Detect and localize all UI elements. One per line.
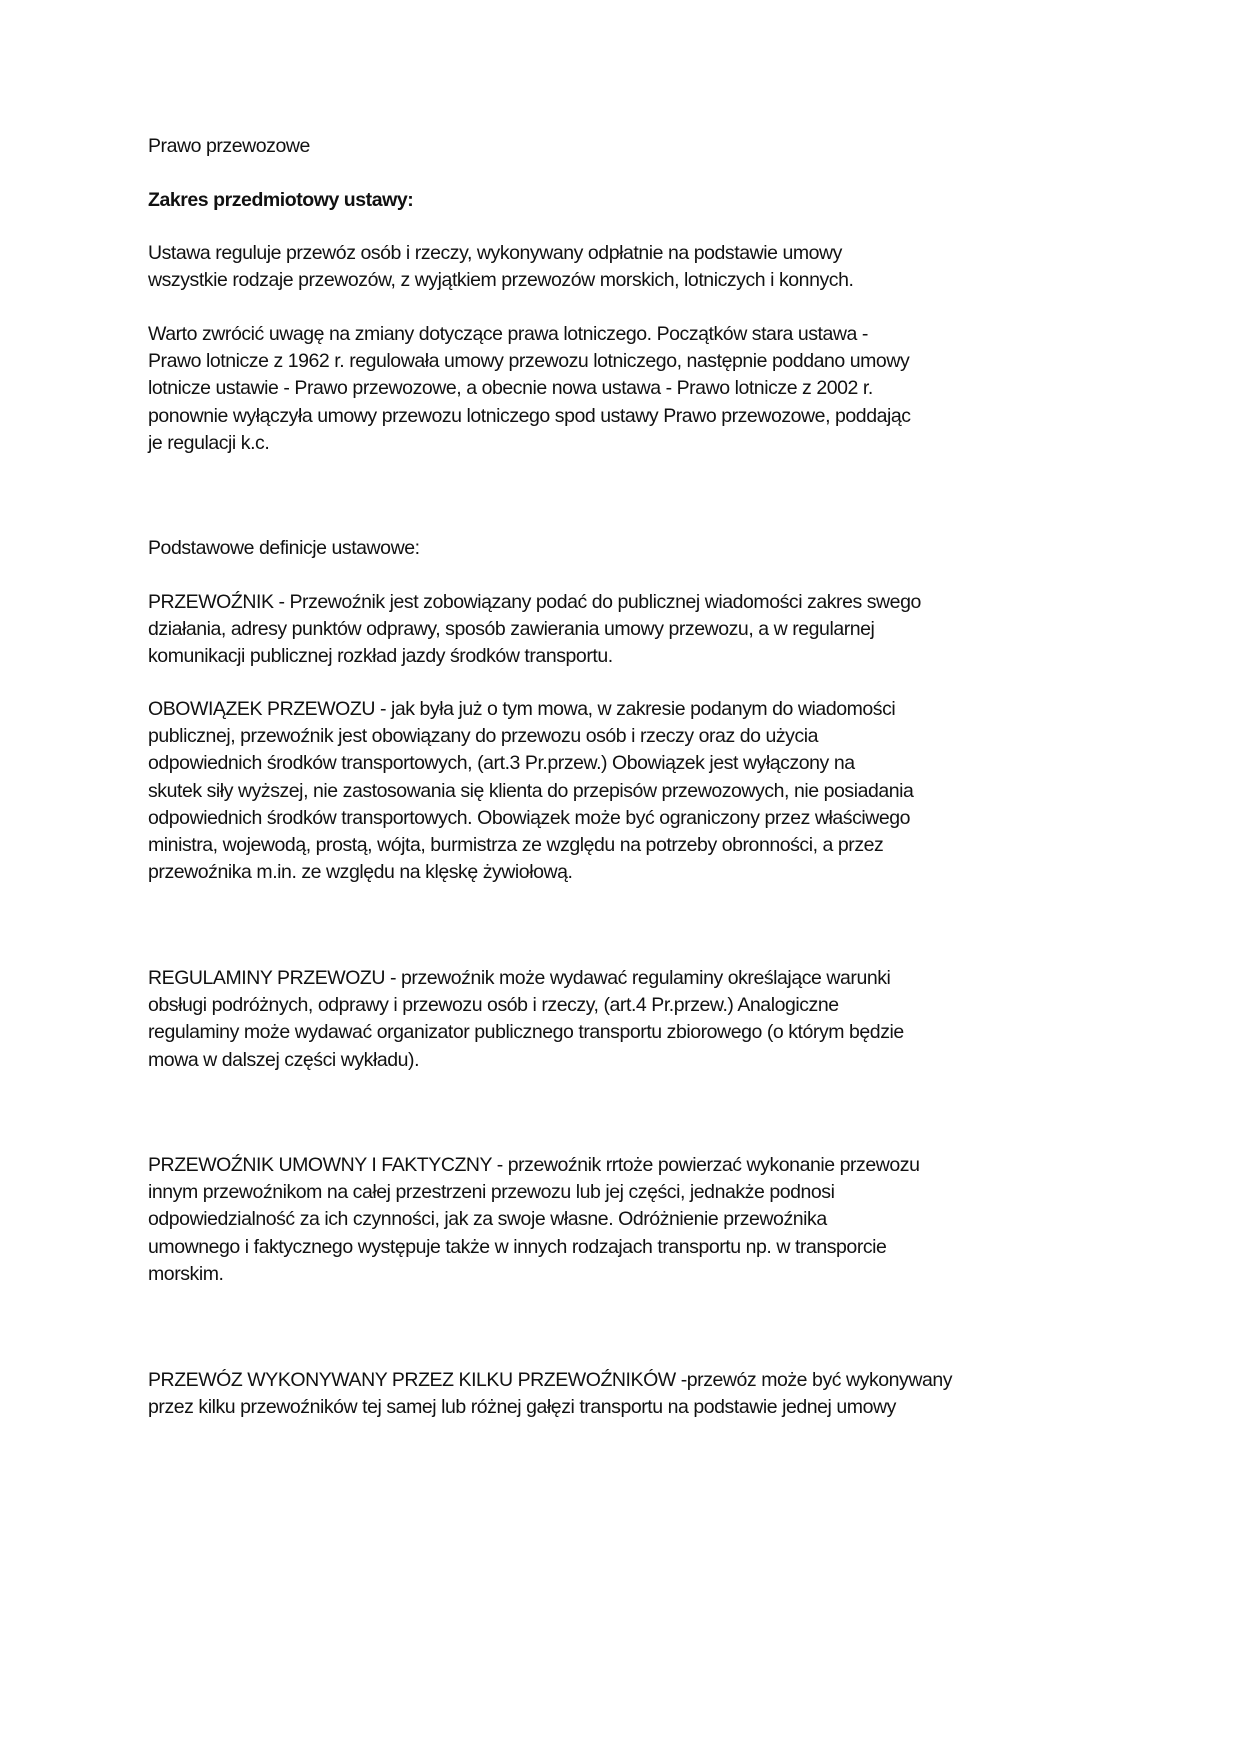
section-heading xyxy=(148,187,413,214)
text-line: publicznej, przewoźnik jest obowiązany do przewozu osób i rzeczy oraz do użycia xyxy=(148,725,819,748)
text-line: umownego i faktycznego występuje także w innych rodzajach transportu np. w transporcie xyxy=(148,1235,887,1258)
text-line: innym przewoźnikom na całej przestrzeni przewozu lub jej części, jednakże podnosi xyxy=(148,1181,835,1204)
paragraph-scope xyxy=(148,240,853,294)
text-line: wszystkie rodzaje przewozów, z wyjątkiem przewozów morskich, lotniczych i konnych. xyxy=(148,269,854,292)
text-line: Prawo lotnicze z 1962 r. regulowała umowy przewozu lotniczego, następnie poddano umowy xyxy=(148,350,910,373)
definition-przewoznik xyxy=(148,589,921,671)
title-text: Prawo przewozowe xyxy=(148,135,310,157)
document-title xyxy=(148,133,310,160)
paragraph-aviation-law xyxy=(148,321,911,457)
text-line: przewoźnika m.in. ze względu na klęskę żywiołową. xyxy=(148,861,573,884)
text-line: PRZEWOŹNIK UMOWNY I FAKTYCZNY - przewoźnik rrtoże powierzać wykonanie przewozu xyxy=(148,1154,920,1176)
text-line: je regulacji k.c. xyxy=(148,431,270,454)
text-line: Podstawowe definicje ustawowe: xyxy=(148,537,420,559)
text-line: przez kilku przewoźników tej samej lub różnej gałęzi transportu na podstawie jednej umowy xyxy=(148,1396,896,1419)
text-line: lotnicze ustawie - Prawo przewozowe, a obecnie nowa ustawa - Prawo lotnicze z 2002 r. xyxy=(148,377,873,400)
text-line: działania, adresy punktów odprawy, sposób zawierania umowy przewozu, a w regularnej xyxy=(148,618,875,641)
text-line: morskim. xyxy=(148,1262,224,1285)
text-line: PRZEWÓZ WYKONYWANY PRZEZ KILKU PRZEWOŹNIKÓW -przewóz może być wykonywany xyxy=(148,1369,953,1391)
definition-przewoznik-umowny xyxy=(148,1152,919,1288)
text-line: odpowiednich środków transportowych. Obowiązek może być ograniczony przez właściwego xyxy=(148,806,911,829)
definition-regulaminy xyxy=(148,965,904,1074)
text-line: komunikacji publicznej rozkład jazdy środków transportu. xyxy=(148,645,613,668)
text-line: PRZEWOŹNIK - Przewoźnik jest zobowiązany podać do publicznej wiadomości zakres swego xyxy=(148,591,921,613)
text-line: odpowiednich środków transportowych, (art.3 Pr.przew.) Obowiązek jest wyłączony na xyxy=(148,752,855,775)
text-line: ponownie wyłączyła umowy przewozu lotniczego spod ustawy Prawo przewozowe, poddając xyxy=(148,404,911,427)
text-line: REGULAMINY PRZEWOZU - przewoźnik może wydawać regulaminy określające warunki xyxy=(148,967,891,989)
text-line: OBOWIĄZEK PRZEWOZU - jak była już o tym mowa, w zakresie podanym do wiadomości xyxy=(148,698,896,720)
text-line: Warto zwrócić uwagę na zmiany dotyczące prawa lotniczego. Początków stara ustawa - xyxy=(148,323,868,345)
definition-obowiazek-przewozu xyxy=(148,696,913,886)
heading-text: Zakres przedmiotowy ustawy: xyxy=(148,189,414,211)
text-line: Ustawa reguluje przewóz osób i rzeczy, wykonywany odpłatnie na podstawie umowy xyxy=(148,242,842,264)
definition-przewoz-kilku xyxy=(148,1367,952,1421)
text-line: obsługi podróżnych, odprawy i przewozu osób i rzeczy, (art.4 Pr.przew.) Analogiczne xyxy=(148,994,839,1017)
text-line: regulaminy może wydawać organizator publicznego transportu zbiorowego (o którym będzie xyxy=(148,1021,904,1044)
text-line: odpowiedzialność za ich czynności, jak za swoje własne. Odróżnienie przewoźnika xyxy=(148,1208,827,1231)
text-line: ministra, wojewodą, prostą, wójta, burmistrza ze względu na potrzeby obronności, a przez xyxy=(148,833,884,856)
definitions-heading xyxy=(148,535,420,562)
text-line: skutek siły wyższej, nie zastosowania się klienta do przepisów przewozowych, nie posiadania xyxy=(148,779,914,802)
text-line: mowa w dalszej części wykładu). xyxy=(148,1048,420,1071)
